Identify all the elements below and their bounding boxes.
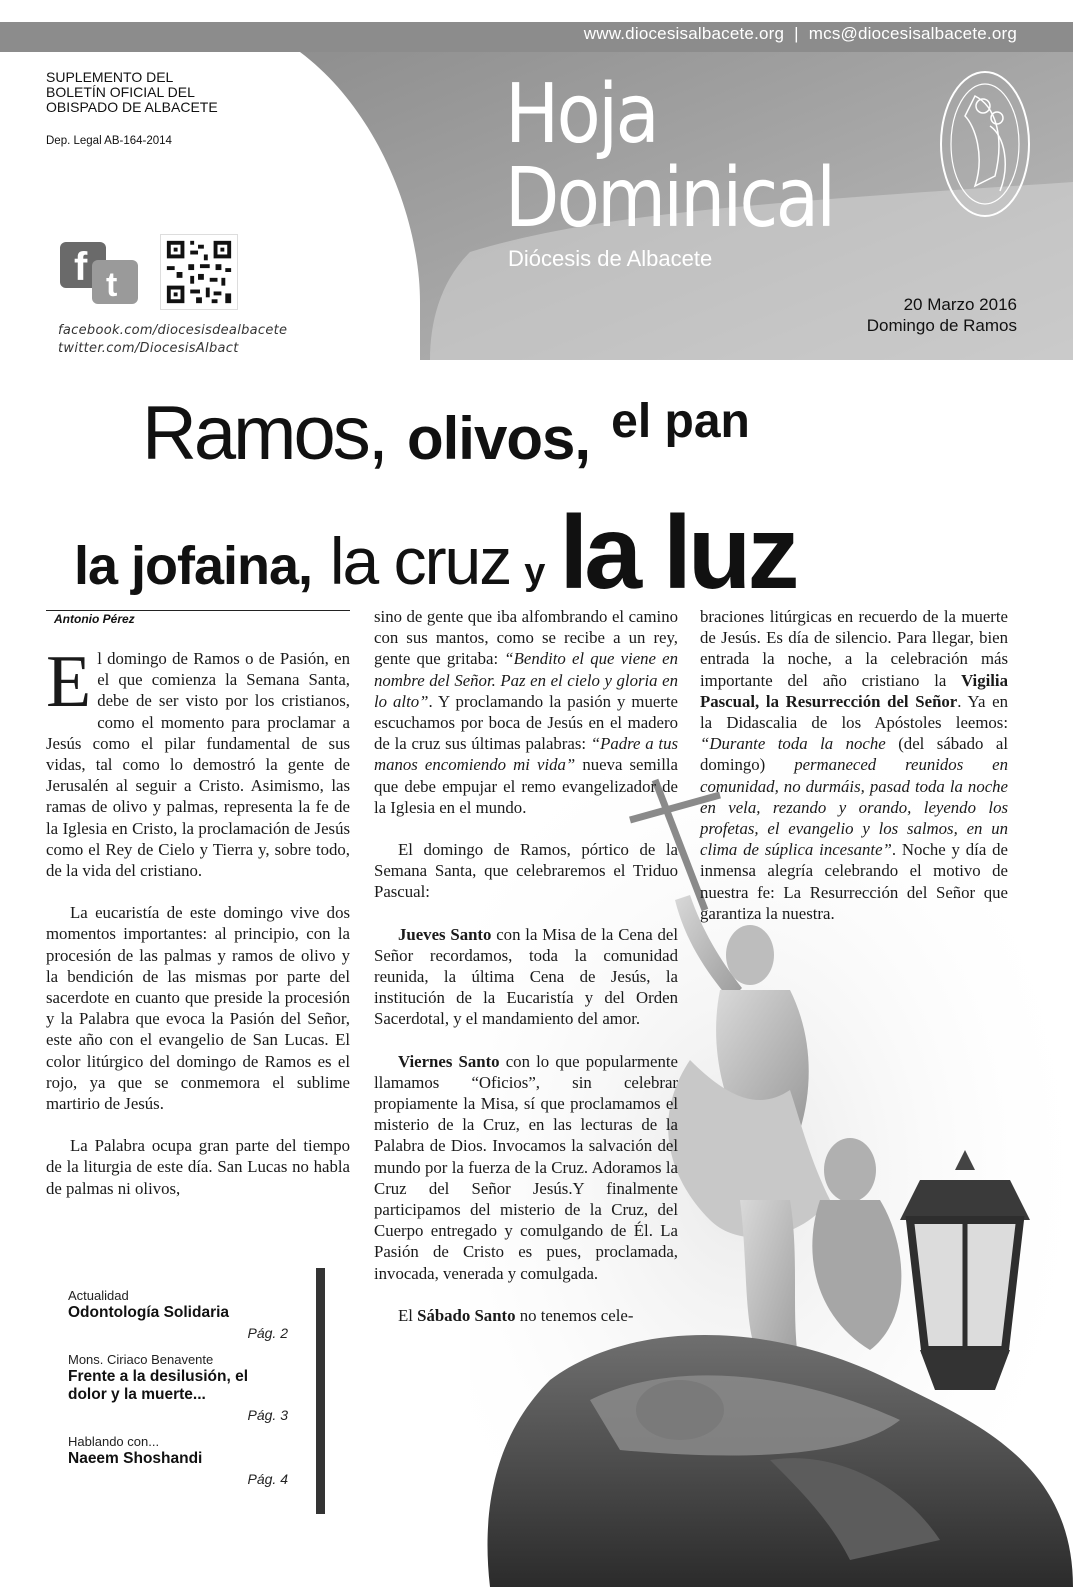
index-page: Pág. 2: [247, 1325, 288, 1341]
article-paragraph-2: La eucaristía de este domingo vive dos momentos importantes: al principio, con la procesión de las palmas y ramos de olivo y la bendición de las mismas por parte del sacerdote en cuanto que preside la procesión y la Palabra que evoca la Pasión del Señor, este año con el evangelio de San Lucas. El color litúrgico del domingo de Ramos es el rojo, ya que se conmemora el sublime martirio de Jesús.: [46, 903, 350, 1114]
c2-p5-bold: Sábado Santo: [417, 1305, 516, 1325]
headline-word-la-luz: la luz: [559, 495, 796, 611]
paragraph-1-text: l domingo de Ramos o de Pasión, en el que comienza la Semana Santa, debe de ser visto por los cristianos, como el momento para proclamar a Jesús como el pilar fundamental de sus vidas, tal como lo demostró la gente de Jerusalén al seguir a Cristo. Asimismo, las ramas de olivo y palmas, representa la fe de la Iglesia en Cristo, la proclamación de Jesús como el Rey de Cielo y Tierra y, sobre todo, de la vida del cristiano.: [46, 649, 350, 881]
website-link[interactable]: www.diocesisalbacete.org: [583, 24, 785, 43]
index-category: Mons. Ciriaco Benavente: [68, 1352, 214, 1367]
c3-p1-b: . Ya en la Didascalia de los Apóstoles leemos:: [700, 691, 1008, 733]
article-column-1: [46, 641, 350, 1220]
headline-word-cruz: la cruz: [329, 524, 511, 598]
index-category: Hablando con...: [68, 1434, 160, 1449]
legal-deposit: Dep. Legal AB-164-2014: [46, 135, 172, 147]
email-link[interactable]: mcs@diocesisalbacete.org: [808, 24, 1017, 43]
headline-word-ramos: Ramos,: [142, 391, 386, 476]
headline-word-olivos: olivos,: [406, 405, 591, 472]
index-title: Naeem Shoshandi: [68, 1450, 203, 1467]
c2-p4-text: con lo que popularmente llamamos “Oficios”, sin celebrar propiamente la Misa, sí que proclamamos el misterio de la Cruz, en las lecturas de la Palabra de Dios. Invocamos la salvación del mundo por la fuerza de la Cruz. Adoramos la Cruz del Señor Jesús.Y finalmente participamos del misterio de la Cruz, del Cuerpo entregado y comulgando de Él. La Pasión de Cristo es pues, proclamada, invocada, venerada y comulgada.: [374, 1051, 678, 1283]
supplement-line-1: SUPLEMENTO DEL: [46, 69, 174, 85]
article-paragraph-3: La Palabra ocupa gran parte del tiempo de la liturgia de este día. San Lucas no habla de palmas ni olivos,: [46, 1136, 350, 1198]
index-bar: [316, 1268, 325, 1514]
c3-p1-quote1: “Durante toda la noche: [700, 734, 886, 754]
issue-day: Domingo de Ramos: [866, 316, 1017, 335]
article-paragraph-5: El domingo de Ramos, pórtico de la Semana Santa, que celebraremos el Triduo Pascual:: [374, 840, 678, 902]
index-category: Actualidad: [68, 1288, 129, 1303]
article-paragraph-4: [374, 606, 678, 818]
supplement-line-2: BOLETÍN OFICIAL DEL: [46, 84, 195, 100]
headline-line-2: [74, 490, 795, 609]
supplement-label: [46, 70, 218, 115]
index-item[interactable]: [68, 1352, 288, 1426]
contact-line: [584, 24, 1017, 44]
c2-p1-b: . Y proclamando la pasión y muerte escuchamos por boca de Jesús en el madero de la cruz sus últimas palabras:: [374, 691, 678, 754]
c2-p1-quote2: “Padre a tus manos encomiendo mi vida”: [374, 734, 678, 775]
c3-p1-quote2: permaneced reunidos en comunidad, no durmáis, pasad toda la noche en vela, rezando y orando, leyendo los profetas, el evangelio y los salmos, en un clima de súplica incesante”: [700, 755, 1008, 860]
c2-p5-a: El: [398, 1305, 418, 1325]
c3-p1-d: . Noche y día de inmensa alegría celebrando el motivo de nuestra fe: La Resurrección del Señor que garantiza la nuestra.: [700, 840, 1008, 923]
index-item[interactable]: [68, 1434, 288, 1490]
twitter-link[interactable]: twitter.com/DiocesisAlbact: [58, 341, 239, 356]
article-column-2: [374, 606, 678, 1347]
c2-p3-bold: Jueves Santo: [398, 924, 492, 944]
facebook-link[interactable]: facebook.com/diocesisdealbacete: [58, 323, 288, 338]
top-bar: [0, 22, 1073, 52]
c3-p1-bold: Vigilia Pascual, la Resurrección del Señor: [700, 670, 1008, 711]
c2-p3-text: con la Misa de la Cena del Señor recordamos, toda la comunidad reunida, la última Cena de Jesús, la institución de la Eucaristía y del Orden Sacerdotal, y el mandamiento del amor.: [374, 924, 678, 1029]
index-page: Pág. 3: [247, 1407, 288, 1423]
c3-p1-a: braciones litúrgicas en recuerdo de la muerte de Jesús. Es día de silencio. Para llegar, bien entrada la noche, a la celebración más importante del año cristiano la: [700, 607, 1008, 690]
article-column-3: [700, 606, 1008, 945]
article-paragraph-8: [374, 1305, 678, 1326]
svg-text:t: t: [106, 266, 118, 304]
jubilee-seal-icon: [935, 66, 1035, 222]
supplement-line-3: OBISPADO DE ALBACETE: [46, 99, 218, 115]
headline-word-jofaina: la jofaina,: [74, 536, 313, 596]
masthead-title-line-2: Dominical: [505, 151, 834, 246]
index-page: Pág. 4: [247, 1471, 288, 1487]
author-rule: [46, 610, 350, 611]
c3-p1-c: (del sábado al domingo): [700, 734, 1009, 775]
c2-p1-c: nueva semilla que debe empujar el remo evangelizador de la Iglesia en el mundo.: [374, 755, 678, 817]
contents-index: [68, 1288, 288, 1498]
c2-p5-b: no tenemos cele-: [515, 1305, 634, 1325]
article-author: Antonio Pérez: [54, 612, 135, 626]
headline-word-y: y: [524, 551, 546, 593]
issue-date: 20 Marzo 2016: [903, 295, 1017, 314]
qr-code-icon[interactable]: [160, 234, 238, 310]
masthead-subtitle: Diócesis de Albacete: [508, 246, 713, 271]
drop-cap: E: [46, 641, 92, 723]
article-paragraph-6: [374, 924, 678, 1030]
index-title: Frente a la desilusión, el dolor y la muerte...: [68, 1368, 249, 1403]
facebook-twitter-icon[interactable]: [58, 240, 142, 306]
masthead-title-line-1: Hoja: [505, 67, 658, 162]
c2-p1-quote: “Bendito el que viene en nombre del Señor. Paz en el cielo y gloria en lo alto”: [374, 649, 678, 711]
article-paragraph-7: [374, 1051, 678, 1284]
contact-separator: |: [794, 24, 799, 43]
c2-p4-bold: Viernes Santo: [398, 1051, 500, 1071]
article-paragraph-1: [46, 641, 350, 881]
issue-date-block: [867, 294, 1017, 336]
c2-p1-a: sino de gente que iba alfombrando el camino con sus mantos, como se recibe a un rey, gente que gritaba:: [374, 607, 678, 669]
index-item[interactable]: [68, 1288, 288, 1344]
svg-text:f: f: [74, 245, 88, 289]
social-links: [58, 322, 287, 358]
index-title: Odontología Solidaria: [68, 1304, 230, 1321]
headline-line-1: [142, 390, 750, 477]
headline-word-el-pan: el pan: [611, 395, 750, 448]
article-paragraph-9: [700, 606, 1008, 924]
